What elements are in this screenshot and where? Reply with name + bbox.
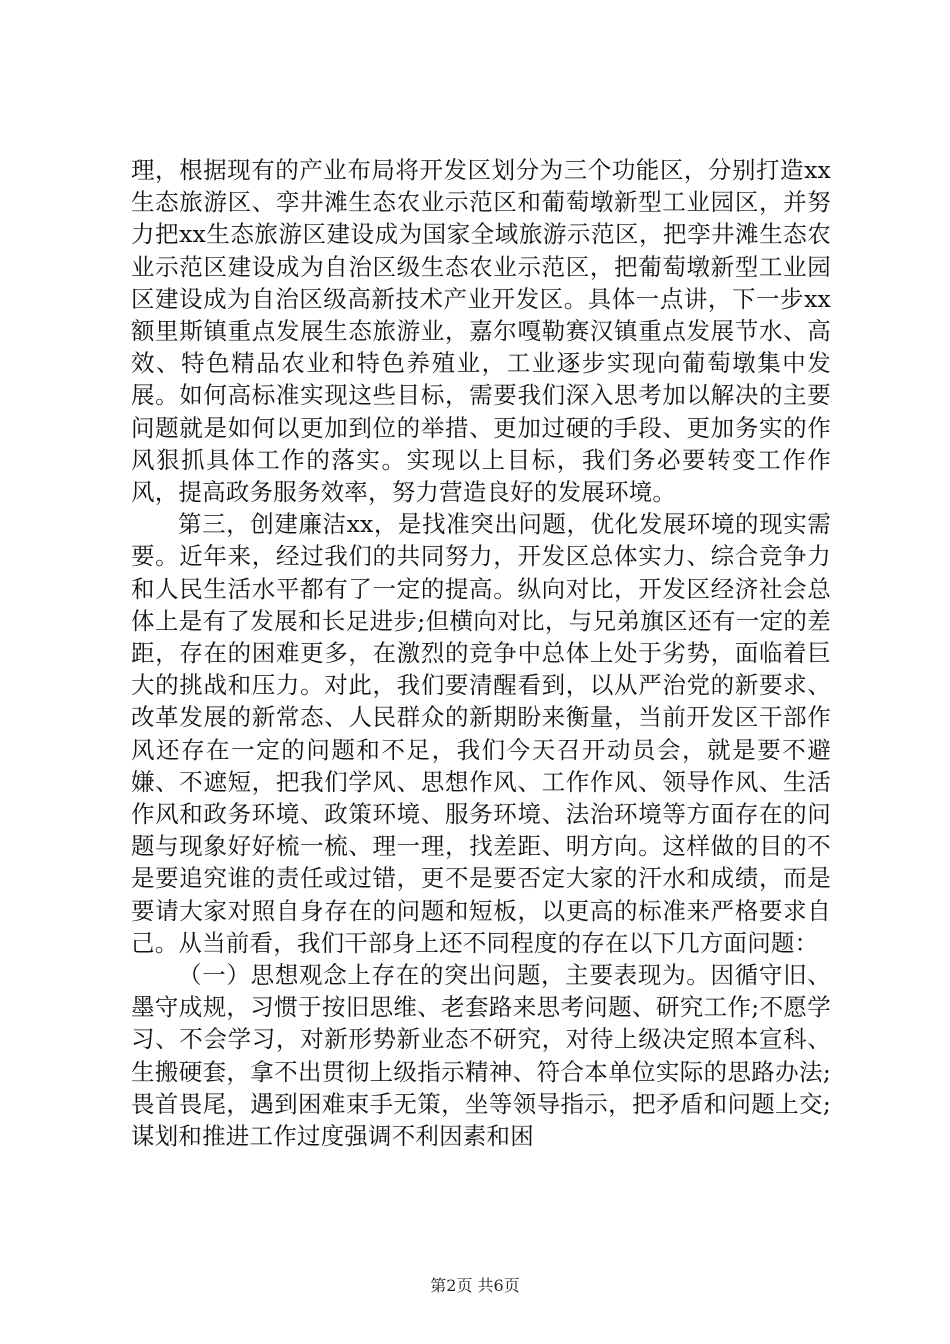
paragraph-3: （一）思想观念上存在的突出问题，主要表现为。因循守旧、墨守成规，习惯于按旧思维、老套路来思考问题、研究工作;不愿学习、不会学习，对新形势新业态不研究，对待上级决定照本宣科、生搬硬套，拿不出贯彻上级指示精神、符合本单位实际的思路办法;畏首畏尾，遇到困难束手无策，坐等领导指示，把矛盾和问题上交;谋划和推进工作过度强调不利因素和困 [131,961,831,1151]
document-body [131,154,831,1152]
page-footer [0,1276,950,1296]
page-number: 第2页 共6页 [430,1276,520,1295]
paragraph-2: 第三，创建廉洁xx，是找准突出问题，优化发展环境的现实需要。近年来，经过我们的共同努力，开发区总体实力、综合竞争力和人民生活水平都有了一定的提高。纵向对比，开发区经济社会总体上是有了发展和长足进步;但横向对比，与兄弟旗区还有一定的差距，存在的困难更多，在激烈的竞争中总体上处于劣势，面临着巨大的挑战和压力。对此，我们要清醒看到，以从严治党的新要求、改革发展的新常态、人民群众的新期盼来衡量，当前开发区干部作风还存在一定的问题和不足，我们今天召开动员会，就是要不避嫌、不遮短，把我们学风、思想作风、工作作风、领导作风、生活作风和政务环境、政策环境、服务环境、法治环境等方面存在的问题与现象好好梳一梳、理一理，找差距、明方向。这样做的目的不是要追究谁的责任或过错，更不是要否定大家的汗水和成绩，而是要请大家对照自身存在的问题和短板，以更高的标准来严格要求自己。从当前看，我们干部身上还不同程度的存在以下几方面问题： [131,510,831,957]
paragraph-1: 理，根据现有的产业布局将开发区划分为三个功能区，分别打造xx生态旅游区、孪井滩生态农业示范区和葡萄墩新型工业园区，并努力把xx生态旅游区建设成为国家全域旅游示范区，把孪井滩生态农业示范区建设成为自治区级生态农业示范区，把葡萄墩新型工业园区建设成为自治区级高新技术产业开发区。具体一点讲，下一步xx额里斯镇重点发展生态旅游业，嘉尔嘎勒赛汉镇重点发展节水、高效、特色精品农业和特色养殖业，工业逐步实现向葡萄墩集中发展。如何高标准实现这些目标，需要我们深入思考加以解决的主要问题就是如何以更加到位的举措、更加过硬的手段、更加务实的作风狠抓具体工作的落实。实现以上目标，我们务必要转变工作作风，提高政务服务效率，努力营造良好的发展环境。 [131,156,831,507]
